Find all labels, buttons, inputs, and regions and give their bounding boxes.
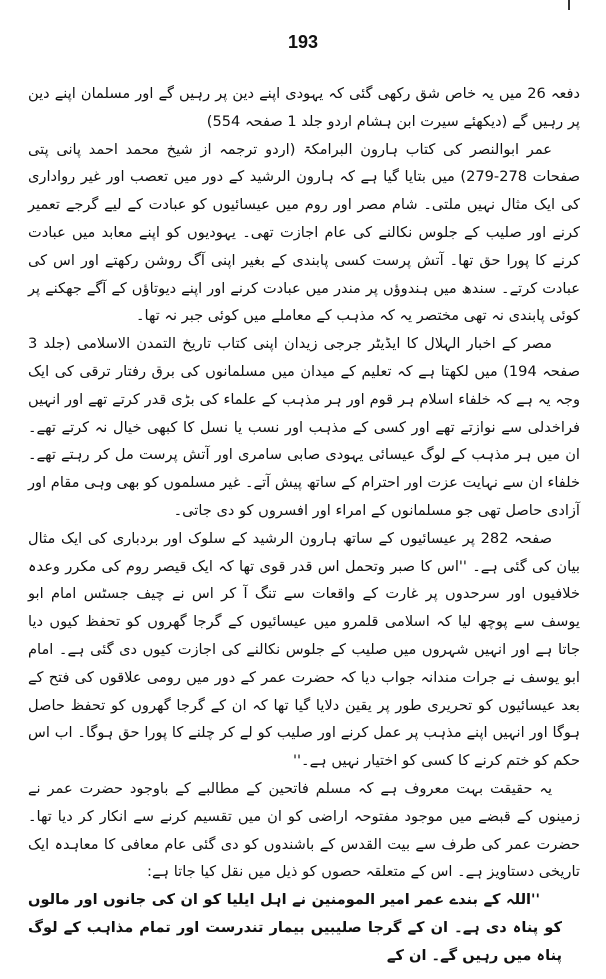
- page-number: 193: [287, 32, 319, 52]
- top-edge-rule: [560, 0, 570, 10]
- paragraph-article-26: دفعہ 26 میں یہ خاص شق رکھی گئی کہ یہودی اپنے دین پر رہیں گے اور مسلمان اپنے دین پر رہیں گے (دیکھئے سیرت ابن ہشام اردو جلد 1 صفحہ 554): [28, 85, 580, 130]
- quote-treaty-text: ''اللہ کے بندے عمر امیر المومنین نے اہل ایلیا کو ان کی جانوں اور مالوں کو پناہ دی ہے۔ ان کے گرجا صلیبیں بیمار تندرست اور تمام مذاہب کے لوگ پناہ میں رہیں گے۔ ان کے: [28, 891, 562, 964]
- paragraph-page-282: صفحہ 282 پر عیسائیوں کے ساتھ ہارون الرشید کے سلوک اور بردباری کی ایک مثال بیان کی گئی ہے۔ ''اس کا صبر وتحمل اس قدر قوی تھا کہ ایک قیصر روم کی مکرر وعدہ خلافیوں اور سرحدوں پر غارت کے واقعات سے تنگ آ کر اس نے چیف جسٹس امام ابو یوسف سے پوچھ لیا کہ اسلامی قلمرو میں عیسائیوں کے گرجا گھروں کو تحفظ کیوں دیا جاتا ہے اور انہیں شہروں میں صلیب کے جلوس نکالنے کی اجازت کیوں دی گئی ہے۔ امام ابو یوسف نے جرات مندانہ جواب دیا کہ حضرت عمر کے دور میں رومی علاقوں کی فتح کے بعد عیسائیوں کو تحریری طور پر یقین دلایا گیا تھا کہ ان کے گرجا گھروں کو تحفظ حاصل ہوگا اور انہیں اپنے مذہب پر عمل کرنے اور صلیب کو لے کر چلنے کا پورا حق ہوگا۔ اب اس حکم کو ختم کرنے کا کسی کو اختیار نہیں ہے۔'': [28, 529, 580, 770]
- paragraph-al-hilal: مصر کے اخبار الہلال کا ایڈیٹر جرجی زیدان اپنی کتاب تاریخ التمدن الاسلامی (جلد 3 صفحہ 194) میں لکھتا ہے کہ تعلیم کے میدان میں مسلمانوں کی برق رفتار ترقی کی ایک وجہ یہ ہے کہ خلفاء اسلام ہر قوم اور ہر مذہب کے علماء کی بڑی قدر کرتے تھے اور انہیں فراخدلی سے نوازتے تھے اور کسی کے مذہب اور نسب یا نسل کا کبھی خیال نہ کرتے تھے۔ ان میں ہر مذہب کے لوگ عیسائی یہودی صابی سامری اور آتش پرست مل کر رہتے تھے۔ خلفاء ان سے نہایت عزت اور احترام کے ساتھ پیش آتے۔ غیر مسلموں کو بھی وہی مقام اور آزادی حاصل تھی جو مسلمانوں کے امراء اور افسروں کو دی جاتی۔: [28, 335, 580, 519]
- body-text: [28, 80, 580, 970]
- paragraph-harun-tolerance: عمر ابوالنصر کی کتاب ہارون البرامکۃ (اردو ترجمہ از شیخ محمد احمد پانی پتی صفحات 278-279) میں بتایا گیا ہے کہ ہارون الرشید کے دور میں تعصب اور غیر رواداری کی ایک مثال نہیں ملتی۔ شام مصر اور روم میں عیسائیوں کو عبادت کے لیے گرجے تعمیر کرنے اور صلیب کے جلوس نکالنے کی عام اجازت تھی۔ یہودیوں کو اپنے معابد میں عبادت کرنے کا پورا حق تھا۔ آتش پرست کسی پابندی کے بغیر اپنی آگ روشن رکھتے اور اس کی عبادت کرتے۔ سندھ میں ہندوؤں پر مندر میں عبادت کرنے اور اپنے دیوتاؤں کے آگے جھکنے پر کوئی پابندی نہ تھی مختصر یہ کہ مذہب کے معاملے میں کوئی جبر نہ تھا۔: [28, 140, 580, 325]
- paragraph-umar-treaty: یہ حقیقت بہت معروف ہے کہ مسلم فاتحین کے مطالبے کے باوجود حضرت عمر نے زمینوں کے قبضے میں موجود مفتوحہ اراضی کو ان میں تقسیم کرنے سے انکار کر دیا تھا۔ حضرت عمر کی طرف سے بیت القدس کے باشندوں کو دی گئی عام معافی کا معاہدہ ایک تاریخی دستاویز ہے۔ اس کے متعلقہ حصوں کو ذیل میں نقل کیا جاتا ہے:: [28, 779, 580, 881]
